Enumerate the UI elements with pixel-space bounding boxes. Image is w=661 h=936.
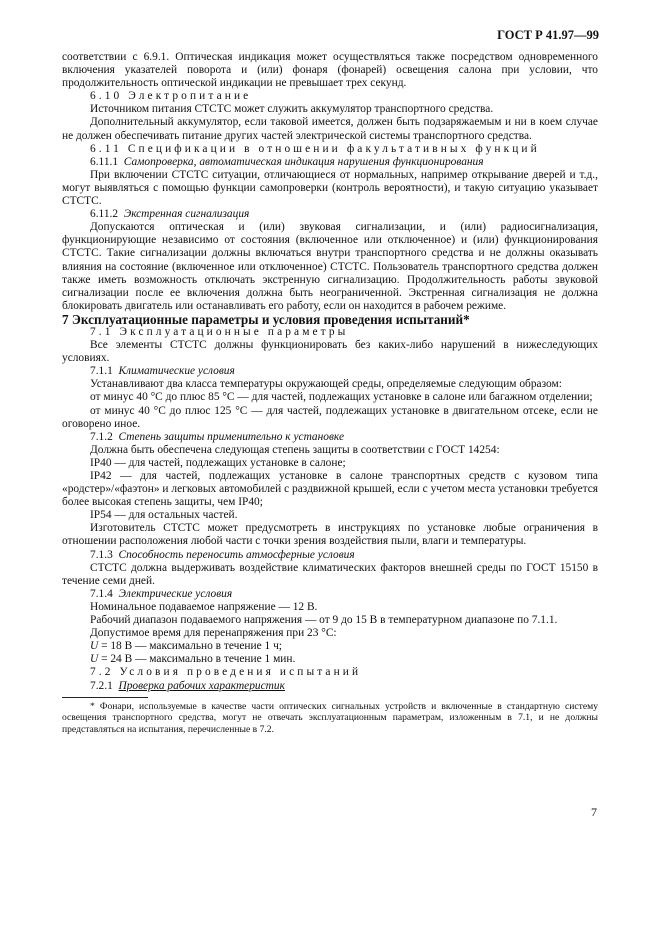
document-body — [62, 51, 598, 735]
clause-heading — [62, 431, 598, 444]
paragraph: Допустимое время для перенапряжения при 23 °С: — [90, 627, 337, 640]
paragraph: Изготовитель СТСТС может предусмотреть в инструкциях по установке любые ограничения в отношении расположения любой части с точки зрения воздействия пыли, влаги и температуры. — [62, 522, 598, 548]
paragraph: соответствии с 6.9.1. Оптическая индикация может осуществляться также посредством одновременного включения указателей поворота и (или) фонаря (фонарей) освещения салона при условии, что продолжительность оптической индикации не превышает трех секунд. — [62, 51, 598, 90]
subsection-heading: 7.2 Условия проведения испытаний — [90, 666, 362, 679]
voltage-symbol: U — [90, 640, 99, 653]
paragraph: Все элементы СТСТС должны функционировать без каких-либо нарушений в нижеследующих условиях. — [62, 339, 598, 365]
paragraph: Допускаются оптическая и (или) звуковая сигнализации, и (или) радиосигнализация, функционирующие независимо от состояния (включенное или отключенное) и (или) функционирования СТСТС. Такие сигнализации должны включаться внутри транспортного средства и не должны оказывать влияния на состояние (включенное или отключенное) СТСТС. Пользователь транспортного средства должен также иметь возможность отключать экстренную сигнализацию. Продолжительность работы звуковой сигнализации после ее включения должна быть неограниченной. Экстренная сигнализация не должна блокировать двигатель или останавливать его работу, если он находится в рабочем режиме. — [62, 221, 598, 312]
clause-title: Способность переносить атмосферные условия — [118, 548, 355, 561]
clause-number: 7.2.1 — [90, 679, 113, 692]
document-header: ГОСТ Р 41.97—99 — [497, 28, 599, 42]
clause-number: 7.1.1 — [90, 365, 113, 378]
clause-number: 7.1.3 — [90, 548, 113, 561]
paragraph: СТСТС должна выдерживать воздействие климатических факторов внешней среды по ГОСТ 15150 в течение семи дней. — [62, 561, 598, 587]
paragraph: от минус 40 °С до плюс 85 °С — для частей, подлежащих установке в салоне или багажном отделении; — [90, 391, 593, 404]
clause-title: Электрические условия — [118, 587, 233, 600]
clause-title: Проверка рабочих характеристик — [118, 679, 285, 692]
subsection-heading: 7.1 Эксплуатационные параметры — [90, 325, 349, 338]
clause-number: 7.1.4 — [90, 587, 113, 600]
clause-heading — [62, 549, 598, 562]
clause-number: 7.1.2 — [90, 430, 113, 443]
voltage-text: = 24 В — максимально в течение 1 мин. — [98, 653, 296, 666]
subsection-heading: 6.11 Спецификации в отношении факультативных функций — [90, 142, 540, 155]
footnote: * Фонари, используемые в качестве части оптических сигнальных устройств и включенные в стандартную систему освещения транспортного средства, могут не отвечать эксплуатационным параметрам, изложенным в 7.1, и не должны представляться на испытания, перечисленные в 7.2. — [62, 700, 598, 735]
paragraph: Источником питания СТСТС может служить аккумулятор транспортного средства. — [90, 103, 494, 116]
voltage-line — [62, 640, 598, 653]
clause-title: Самопроверка, автоматическая индикация нарушения функционирования — [123, 155, 484, 168]
paragraph: При включении СТСТС ситуации, отличающиеся от нормальных, например открывание дверей и т.д., могут выявляться с помощью функции самопроверки (контроль вероятности), и такую ситуацию указывает СТСТС. — [62, 168, 598, 208]
clause-number: 6.11.2 — [90, 208, 119, 221]
clause-title: Климатические условия — [118, 365, 235, 378]
voltage-line — [62, 653, 598, 666]
paragraph: IP40 — для частей, подлежащих установке в салоне; — [90, 456, 346, 469]
page-number: 7 — [591, 805, 597, 819]
clause-heading — [62, 680, 598, 693]
paragraph: от минус 40 °С до плюс 125 °С — для частей, подлежащих установке в двигательном отсеке, если не оговорено иное. — [62, 404, 598, 430]
clause-number: 6.11.1 — [90, 155, 119, 168]
clause-heading — [62, 208, 598, 221]
paragraph: IP42 — для частей, подлежащих установке в салоне транспортных средств с кузовом типа «родстер»/«фаэтон» и легковых автомобилей с раздвижной крышей, если с учетом места установки требуется более высокая степень защиты, чем IP40; — [62, 470, 598, 509]
paragraph: Дополнительный аккумулятор, если таковой имеется, должен быть подзаряжаемым и ни в коем случае не должен обеспечивать питание других частей электрической системы транспортного средства. — [62, 116, 598, 142]
voltage-text: = 18 В — максимально в течение 1 ч; — [98, 640, 282, 653]
paragraph: Рабочий диапазон подаваемого напряжения — от 9 до 15 В в температурном диапазоне по 7.1.1. — [90, 614, 558, 627]
paragraph: Устанавливают два класса температуры окружающей среды, определяемые следующим образом: — [90, 378, 562, 391]
paragraph: IP54 — для остальных частей. — [90, 509, 238, 522]
voltage-symbol: U — [90, 653, 99, 666]
footnote-divider — [62, 697, 148, 698]
paragraph: Номинальное подаваемое напряжение — 12 В. — [90, 600, 318, 613]
clause-heading — [62, 156, 598, 169]
section-heading: 7 Эксплуатационные параметры и условия проведения испытаний* — [62, 311, 470, 327]
subsection-heading: 6.10 Электропитание — [90, 90, 252, 103]
clause-title: Экстренная сигнализация — [123, 208, 250, 221]
clause-title: Степень защиты применительно к установке — [118, 430, 345, 443]
clause-heading — [62, 588, 598, 601]
clause-heading — [62, 365, 598, 378]
paragraph: Должна быть обеспечена следующая степень защиты в соответствии с ГОСТ 14254: — [90, 443, 500, 456]
